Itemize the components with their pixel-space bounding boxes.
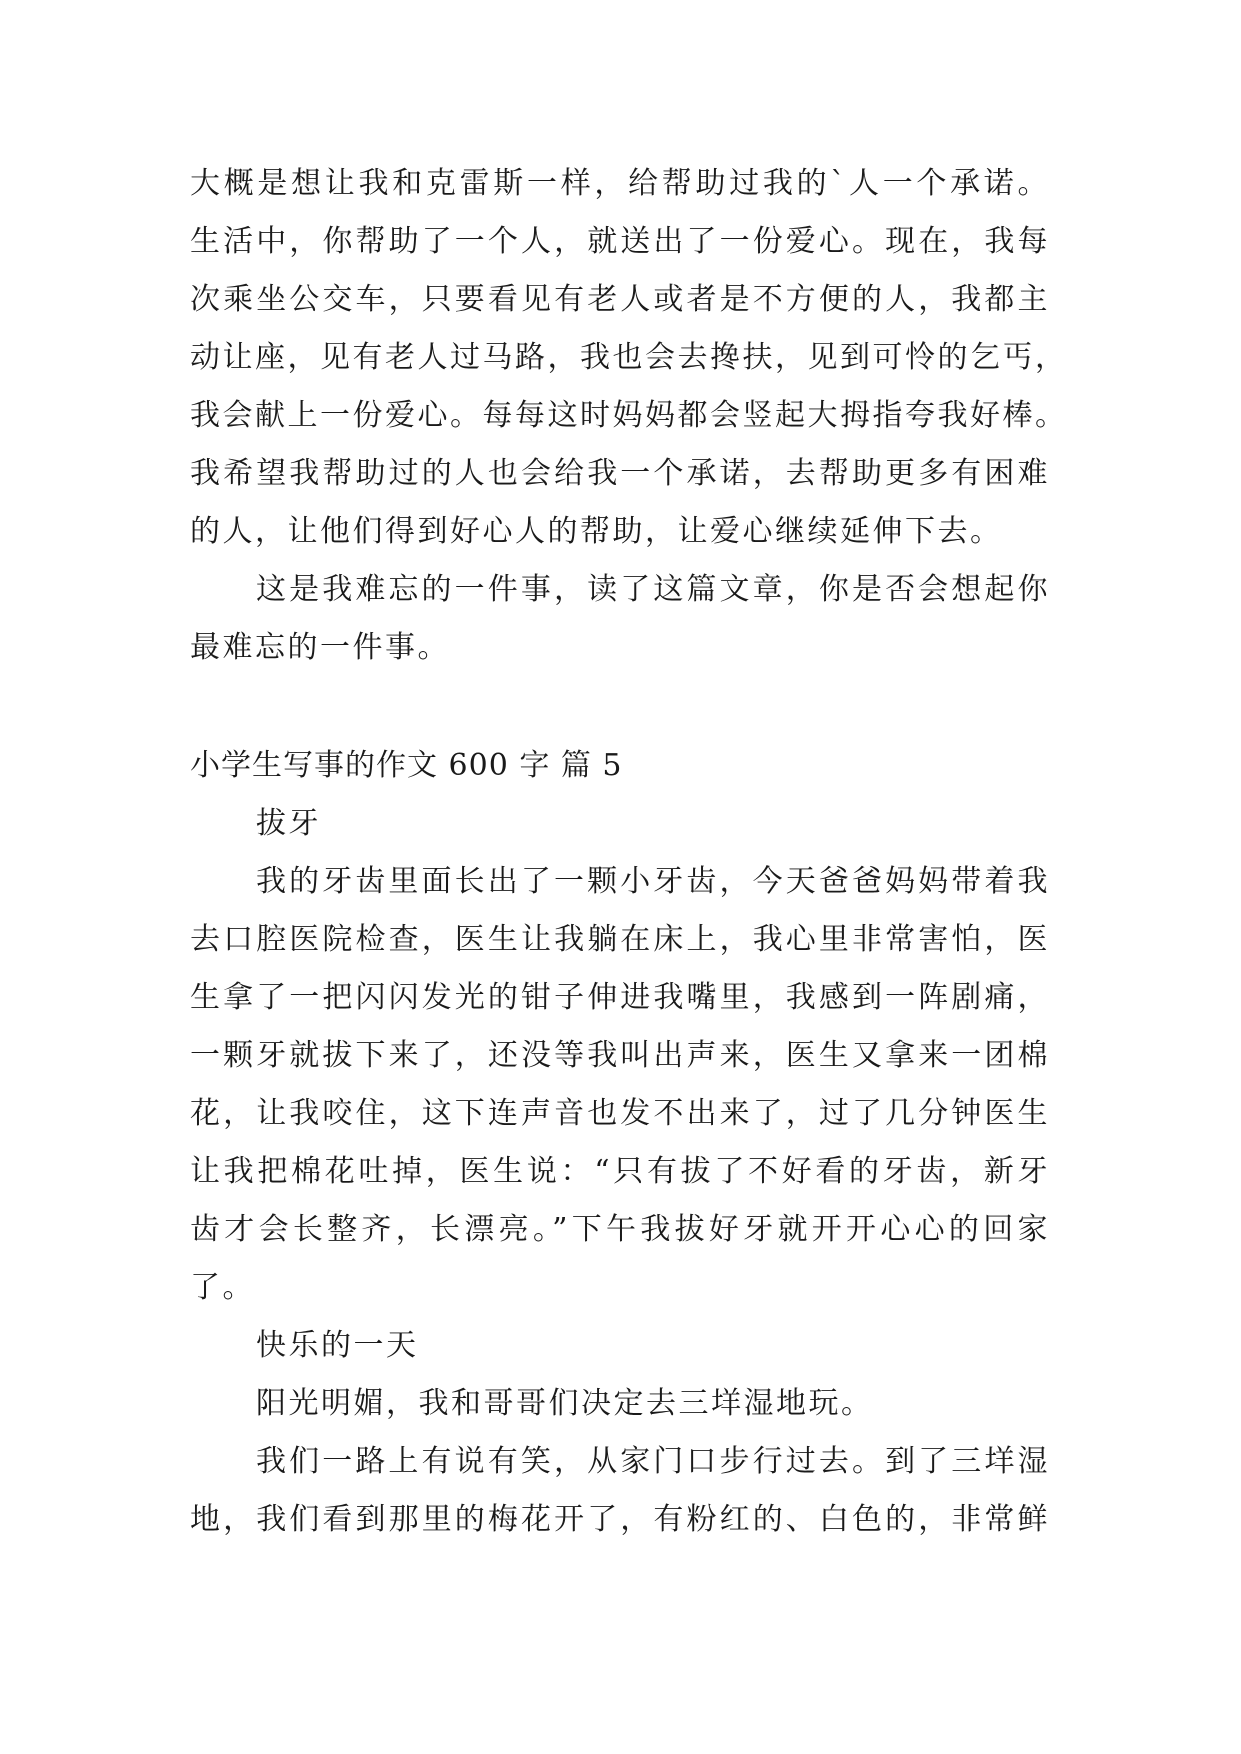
text-line: 我们一路上有说有笑，从家门口步行过去。到了三垟湿 <box>256 1444 1050 1479</box>
text-line: 生活中，你帮助了一个人，就送出了一份爱心。现在，我每 <box>190 224 1050 259</box>
essay-title-happy-day: 快乐的一天 <box>256 1328 419 1363</box>
section-heading: 小学生写事的作文 600 字 篇 5 <box>190 748 623 783</box>
text-line: 我会献上一份爱心。每每这时妈妈都会竖起大拇指夸我好棒。 <box>190 398 1068 433</box>
text-line: 我希望我帮助过的人也会给我一个承诺，去帮助更多有困难 <box>190 456 1050 491</box>
text-line: 花，让我咬住，这下连声音也发不出来了，过了几分钟医生 <box>190 1096 1050 1131</box>
text-line: 去口腔医院检查，医生让我躺在床上，我心里非常害怕，医 <box>190 922 1050 957</box>
text-line: 动让座，见有老人过马路，我也会去搀扶，见到可怜的乞丐， <box>190 340 1068 375</box>
text-line: 最难忘的一件事。 <box>190 630 450 665</box>
text-line: 生拿了一把闪闪发光的钳子伸进我嘴里，我感到一阵剧痛， <box>190 980 1050 1015</box>
text-line: 一颗牙就拔下来了，还没等我叫出声来，医生又拿来一团棉 <box>190 1038 1050 1073</box>
text-line: 的人，让他们得到好心人的帮助，让爱心继续延伸下去。 <box>190 514 1003 549</box>
text-line: 了。 <box>190 1270 255 1305</box>
text-line: 地，我们看到那里的梅花开了，有粉红的、白色的，非常鲜 <box>190 1502 1050 1537</box>
text-line: 我的牙齿里面长出了一颗小牙齿，今天爸爸妈妈带着我 <box>256 864 1050 899</box>
essay-title-pulling-tooth: 拔牙 <box>256 806 321 841</box>
text-line: 阳光明媚，我和哥哥们决定去三垟湿地玩。 <box>256 1386 874 1421</box>
text-line: 这是我难忘的一件事，读了这篇文章，你是否会想起你 <box>256 572 1050 607</box>
text-line: 齿才会长整齐，长漂亮。”下午我拔好牙就开开心心的回家 <box>190 1212 1050 1247</box>
text-line: 让我把棉花吐掉，医生说：“只有拔了不好看的牙齿，新牙 <box>190 1154 1050 1189</box>
text-line: 大概是想让我和克雷斯一样，给帮助过我的`人一个承诺。 <box>190 166 1050 201</box>
text-line: 次乘坐公交车，只要看见有老人或者是不方便的人，我都主 <box>190 282 1050 317</box>
paragraph-block-crace-promise <box>190 155 1068 677</box>
paragraph-block-essays <box>190 795 1050 1549</box>
